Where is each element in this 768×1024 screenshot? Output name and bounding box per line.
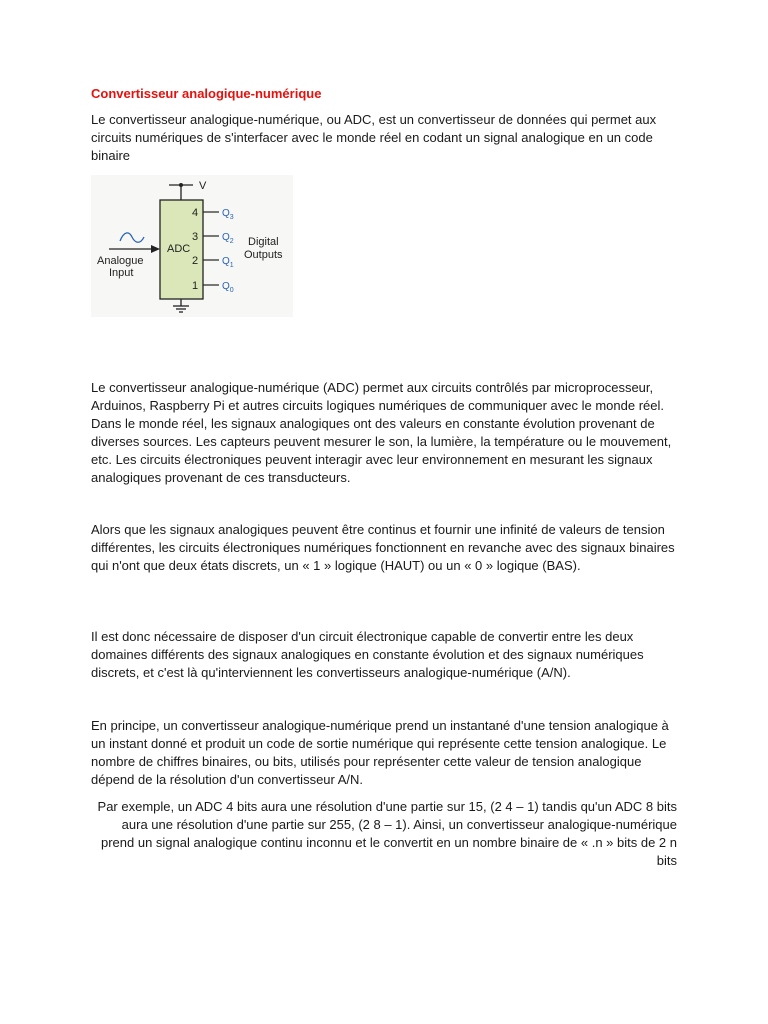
input-label-line2: Input	[109, 267, 134, 279]
chip-label: ADC	[167, 243, 191, 255]
output-q1: $Q_1$	[222, 256, 234, 269]
outputs-label-line1: Digital	[248, 236, 279, 248]
pin-3-label: 3	[192, 231, 199, 243]
output-q2: $Q_2$	[222, 232, 234, 245]
paragraph-adc-usage: Le convertisseur analogique-numérique (ADC) permet aux circuits contrôlés par microprocesseur, Arduinos, Raspberry Pi et autres circuits logiques numériques de communiquer avec le monde réel. Dans le monde réel, les signaux analogiques ont des valeurs en constante évolution provenant de diverses sources. Les capteurs peuvent mesurer le son, la lumière, la température ou le mouvement, etc. Les circuits électroniques peuvent interagir avec leur environnement en mesurant les signaux analogiques provenant de ces transducteurs.	[91, 380, 672, 485]
paragraph-principle: En principe, un convertisseur analogique-numérique prend un instantané d'une tension analogique à un instant donné et produit un code de sortie numérique qui représente cette tension analogique. Le nombre de chiffres binaires, ou bits, utilisés pour représenter cette valeur de tension analogique dépend de la résolution d'un convertisseur A/N.	[91, 718, 669, 787]
outputs-label-line2: Outputs	[244, 249, 283, 261]
adc-diagram	[91, 175, 293, 317]
supply-label: V	[199, 180, 207, 192]
adc-diagram-svg	[91, 175, 293, 317]
output-q3: $Q_3$	[222, 208, 234, 221]
document-title: Convertisseur analogique-numérique	[91, 86, 322, 101]
output-q0: $Q_0$	[222, 281, 234, 294]
supply-node	[179, 183, 183, 187]
pin-4-label: 4	[192, 207, 199, 219]
paragraph-intro: Le convertisseur analogique-numérique, ou ADC, est un convertisseur de données qui permet aux circuits numériques de s'interfacer avec le monde réel en codant un signal analogique en un code binaire	[91, 112, 657, 163]
pin-1-label: 1	[192, 280, 199, 292]
input-label-line1: Analogue	[97, 255, 144, 267]
pin-2-label: 2	[192, 255, 199, 267]
paragraph-need-converter: Il est donc nécessaire de disposer d'un circuit électronique capable de convertir entre les deux domaines différents des signaux analogiques en constante évolution et des signaux numériques discrets, et c'est là qu'interviennent les convertisseurs analogique-numérique (A/N).	[91, 629, 644, 680]
paragraph-example: Par exemple, un ADC 4 bits aura une résolution d'une partie sur 15, (2 4 – 1) tandis qu'un ADC 8 bits aura une résolution d'une partie sur 255, (2 8 – 1). Ainsi, un convertisseur analogique-numérique prend un signal analogique continu inconnu et le convertit en un nombre binaire de « .n » bits de 2 n bits	[97, 799, 677, 868]
paragraph-analog-vs-digital: Alors que les signaux analogiques peuvent être continus et fournir une infinité de valeurs de tension différentes, les circuits électroniques numériques fonctionnent en revanche avec des signaux binaires qui n'ont que deux états discrets, un « 1 » logique (HAUT) ou un « 0 » logique (BAS).	[91, 522, 675, 573]
